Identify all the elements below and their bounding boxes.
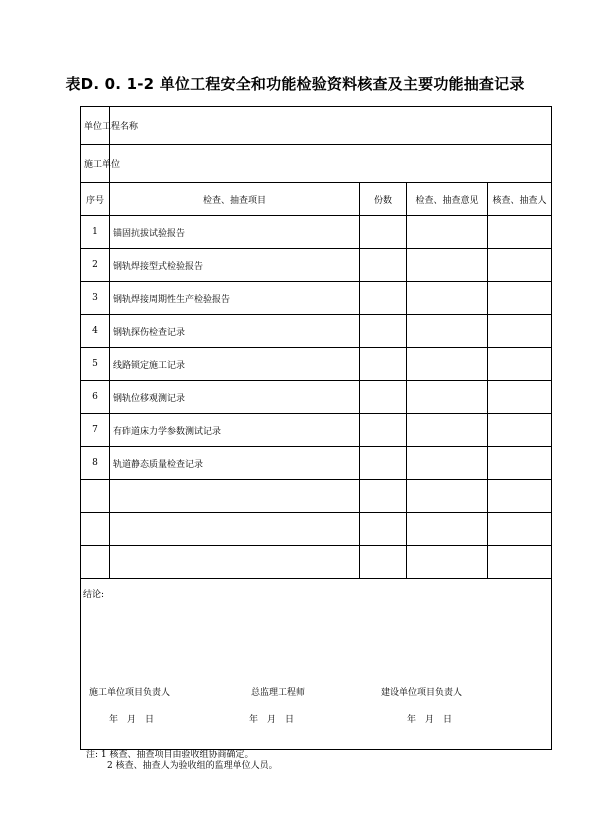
row-seq: 6	[81, 381, 110, 414]
row-inspector-cell[interactable]	[488, 315, 552, 348]
table-row	[81, 414, 552, 447]
row-item[interactable]	[110, 513, 360, 546]
row-copies-cell[interactable]	[360, 513, 407, 546]
row-copies-cell[interactable]	[360, 414, 407, 447]
row-inspector-cell[interactable]	[488, 282, 552, 315]
contractor-field[interactable]	[110, 145, 552, 183]
conclusion-row	[81, 579, 552, 750]
col-header-seq: 序号	[81, 183, 110, 216]
row-seq: 1	[81, 216, 110, 249]
row-opinion-cell[interactable]	[407, 315, 488, 348]
row-opinion-cell[interactable]	[407, 513, 488, 546]
table-row-empty	[81, 513, 552, 546]
column-header-row	[81, 183, 552, 216]
row-copies-cell[interactable]	[360, 546, 407, 579]
row-opinion-cell[interactable]	[407, 249, 488, 282]
row-item[interactable]	[110, 546, 360, 579]
form-title: 表D. 0. 1-2 单位工程安全和功能检验资料核查及主要功能抽查记录	[65, 75, 525, 93]
table-row	[81, 348, 552, 381]
date-owner: 年 月 日	[407, 715, 453, 725]
table-row-empty	[81, 480, 552, 513]
date-supervisor: 年 月 日	[249, 715, 295, 725]
row-item: 有砟道床力学参数测试记录	[110, 414, 360, 447]
contractor-manager-signature-label: 施工单位项目负责人	[89, 688, 171, 698]
row-item[interactable]	[110, 480, 360, 513]
col-header-opinion: 检查、抽查意见	[407, 183, 488, 216]
row-copies-cell[interactable]	[360, 282, 407, 315]
col-header-item: 检查、抽查项目	[110, 183, 360, 216]
table-row	[81, 282, 552, 315]
row-opinion-cell[interactable]	[407, 480, 488, 513]
row-item: 锚固抗拔试验报告	[110, 216, 360, 249]
row-seq	[81, 546, 110, 579]
row-seq	[81, 513, 110, 546]
row-inspector-cell[interactable]	[488, 414, 552, 447]
row-opinion-cell[interactable]	[407, 414, 488, 447]
row-copies-cell[interactable]	[360, 381, 407, 414]
table-row	[81, 216, 552, 249]
row-inspector-cell[interactable]	[488, 447, 552, 480]
row-opinion-cell[interactable]	[407, 381, 488, 414]
row-copies-cell[interactable]	[360, 315, 407, 348]
row-inspector-cell[interactable]	[488, 546, 552, 579]
project-name-field[interactable]	[110, 107, 552, 145]
row-seq: 7	[81, 414, 110, 447]
row-seq: 2	[81, 249, 110, 282]
footnote-2: 2 核查、抽查人为验收组的监理单位人员。	[107, 761, 278, 771]
project-name-row	[81, 107, 552, 145]
table-row	[81, 447, 552, 480]
row-seq: 3	[81, 282, 110, 315]
row-inspector-cell[interactable]	[488, 513, 552, 546]
conclusion-label: 结论:	[83, 590, 105, 600]
col-header-copies: 份数	[360, 183, 407, 216]
row-inspector-cell[interactable]	[488, 249, 552, 282]
row-inspector-cell[interactable]	[488, 480, 552, 513]
footnote-1: 注: 1 核查、抽查项目由验收组协商确定。	[86, 750, 254, 760]
owner-manager-signature-label: 建设单位项目负责人	[381, 688, 463, 698]
row-opinion-cell[interactable]	[407, 216, 488, 249]
row-copies-cell[interactable]	[360, 216, 407, 249]
row-opinion-cell[interactable]	[407, 447, 488, 480]
row-opinion-cell[interactable]	[407, 348, 488, 381]
row-seq	[81, 480, 110, 513]
row-inspector-cell[interactable]	[488, 216, 552, 249]
row-seq: 8	[81, 447, 110, 480]
table-row-empty	[81, 546, 552, 579]
project-name-label: 单位工程名称	[81, 107, 110, 145]
col-header-inspector: 核查、抽查人	[488, 183, 552, 216]
inspection-table	[80, 106, 552, 750]
row-item: 钢轨焊接周期性生产检验报告	[110, 282, 360, 315]
row-opinion-cell[interactable]	[407, 282, 488, 315]
row-item: 钢轨位移观测记录	[110, 381, 360, 414]
contractor-row	[81, 145, 552, 183]
table-row	[81, 249, 552, 282]
row-copies-cell[interactable]	[360, 447, 407, 480]
row-item: 钢轨焊接型式检验报告	[110, 249, 360, 282]
row-item: 线路锁定施工记录	[110, 348, 360, 381]
row-item: 钢轨探伤检查记录	[110, 315, 360, 348]
row-seq: 4	[81, 315, 110, 348]
row-inspector-cell[interactable]	[488, 348, 552, 381]
row-copies-cell[interactable]	[360, 348, 407, 381]
row-copies-cell[interactable]	[360, 480, 407, 513]
table-row	[81, 381, 552, 414]
row-seq: 5	[81, 348, 110, 381]
conclusion-section[interactable]	[81, 579, 552, 750]
row-copies-cell[interactable]	[360, 249, 407, 282]
row-inspector-cell[interactable]	[488, 381, 552, 414]
row-opinion-cell[interactable]	[407, 546, 488, 579]
contractor-label: 施工单位	[81, 145, 110, 183]
footnotes	[86, 750, 278, 772]
table-row	[81, 315, 552, 348]
row-item: 轨道静态质量检查记录	[110, 447, 360, 480]
chief-supervisor-signature-label: 总监理工程师	[251, 688, 306, 698]
date-contractor: 年 月 日	[109, 715, 155, 725]
